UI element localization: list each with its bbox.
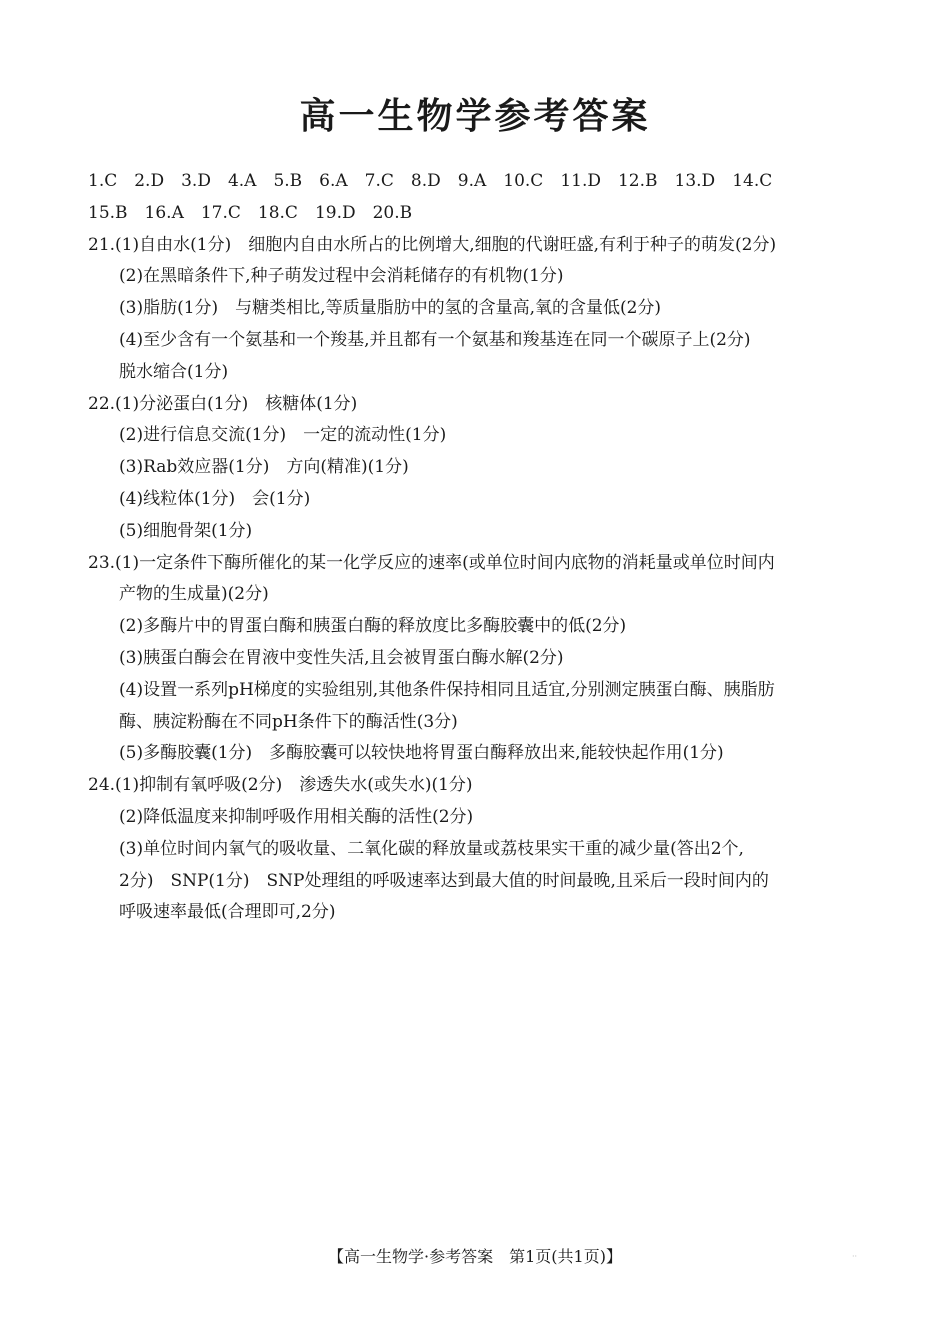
mc-answer: 8.D xyxy=(410,171,441,191)
q23-part-1: 23.(1)一定条件下酶所催化的某一化学反应的速率(或单位时间内底物的消耗量或单位时间内 xyxy=(88,552,775,573)
q23-part-4-cont: 酶、胰淀粉酶在不同pH条件下的酶活性(3分) xyxy=(119,711,458,732)
q23-part-1-cont: 产物的生成量)(2分) xyxy=(119,584,269,605)
mc-answer: 9.A xyxy=(457,171,487,191)
mc-answer: 5.B xyxy=(273,171,303,191)
mc-answer: 14.C xyxy=(732,171,773,191)
q24-part-1: 24.(1)抑制有氧呼吸(2分) 渗透失水(或失水)(1分) xyxy=(88,775,473,796)
mc-answer: 11.D xyxy=(560,171,601,191)
q22-part-5: (5)细胞骨架(1分) xyxy=(119,520,253,541)
q23-part-3: (3)胰蛋白酶会在胃液中变性失活,且会被胃蛋白酶水解(2分) xyxy=(119,647,564,668)
mc-answer: 18.C xyxy=(257,202,298,223)
mc-answer: 7.C xyxy=(364,171,394,191)
q21-part-4: (4)至少含有一个氨基和一个羧基,并且都有一个氨基和羧基连在同一个碳原子上(2分) xyxy=(119,329,751,350)
q22-part-4: (4)线粒体(1分) 会(1分) xyxy=(119,488,311,509)
q24-part-3: (3)单位时间内氧气的吸收量、二氧化碳的释放量或荔枝果实干重的减少量(答出2个, xyxy=(119,838,744,859)
q23-part-2: (2)多酶片中的胃蛋白酶和胰蛋白酶的释放度比多酶胶囊中的低(2分) xyxy=(119,616,627,637)
mc-answer: 3.D xyxy=(181,171,211,191)
q23-part-5: (5)多酶胶囊(1分) 多酶胶囊可以较快地将胃蛋白酶释放出来,能较快起作用(1分) xyxy=(119,743,724,764)
q22-part-3: (3)Rab效应器(1分) 方向(精准)(1分) xyxy=(119,457,409,478)
question-22 xyxy=(88,389,878,548)
q24-part-3-cont: 2分) SNP(1分) SNP处理组的呼吸速率达到最大值的时间最晚,且采后一段时间内的 xyxy=(119,870,769,891)
page-footer: 【高一生物学·参考答案 第1页(共1页)】 xyxy=(328,1247,622,1266)
question-23 xyxy=(88,548,878,771)
q22-part-1: 22.(1)分泌蛋白(1分) 核糖体(1分) xyxy=(88,393,358,414)
q21-part-2: (2)在黑暗条件下,种子萌发过程中会消耗储存的有机物(1分) xyxy=(119,266,564,287)
mc-answer: 20.B xyxy=(372,202,413,223)
mc-answers-row-1 xyxy=(88,166,878,198)
page-title: 高一生物学参考答案 xyxy=(299,96,651,137)
mc-answer: 4.A xyxy=(227,171,257,191)
mc-answer: 2.D xyxy=(134,171,165,191)
q21-part-3: (3)脂肪(1分) 与糖类相比,等质量脂肪中的氢的含量高,氧的含量低(2分) xyxy=(119,298,662,319)
mc-answers-row-2 xyxy=(88,198,878,230)
mc-answer: 16.A xyxy=(144,202,184,223)
question-21 xyxy=(88,230,878,389)
mc-answer: 1.C xyxy=(88,171,118,191)
q24-part-2: (2)降低温度来抑制呼吸作用相关酶的活性(2分) xyxy=(119,806,474,827)
mc-answer: 15.B xyxy=(88,202,128,223)
mc-answer: 10.C xyxy=(503,171,544,191)
q21-part-4-cont: 脱水缩合(1分) xyxy=(119,361,229,382)
question-24 xyxy=(88,770,878,929)
mc-answer: 13.D xyxy=(674,171,716,191)
corner-mark: ·· xyxy=(852,1252,858,1261)
mc-answer: 6.A xyxy=(319,171,348,191)
mc-answer: 12.B xyxy=(617,171,658,191)
q22-part-2: (2)进行信息交流(1分) 一定的流动性(1分) xyxy=(119,425,447,446)
mc-answer: 17.C xyxy=(200,202,241,223)
q23-part-4: (4)设置一系列pH梯度的实验组别,其他条件保持相同且适宜,分别测定胰蛋白酶、胰脂肪 xyxy=(119,679,775,700)
mc-answer: 19.D xyxy=(314,202,356,223)
q24-part-3-cont-2: 呼吸速率最低(合理即可,2分) xyxy=(119,902,336,923)
q21-part-1: 21.(1)自由水(1分) 细胞内自由水所占的比例增大,细胞的代谢旺盛,有利于种子的萌发(2分) xyxy=(88,234,777,255)
answer-content xyxy=(88,166,878,929)
